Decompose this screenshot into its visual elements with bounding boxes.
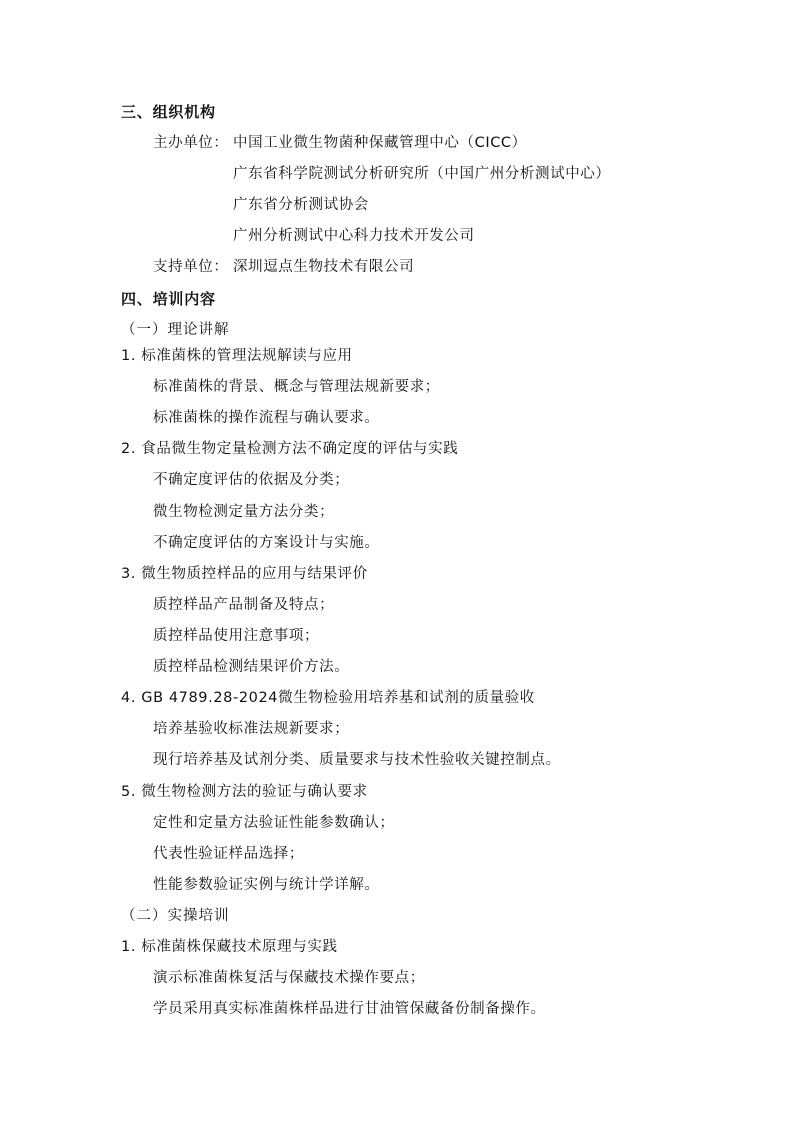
item-point: 质控样品产品制备及特点； bbox=[153, 597, 335, 613]
host-unit: 中国工业微生物菌种保藏管理中心（CICC） bbox=[233, 135, 527, 151]
item-point: 现行培养基及试剂分类、质量要求与技术性验收关键控制点。 bbox=[153, 752, 561, 768]
item-title: 1. 标准菌株保藏技术原理与实践 bbox=[121, 939, 338, 955]
item-point: 标准菌株的背景、概念与管理法规新要求； bbox=[153, 379, 440, 395]
item-point: 不确定度评估的方案设计与实施。 bbox=[153, 535, 380, 551]
item-point: 质控样品检测结果评价方法。 bbox=[153, 659, 350, 675]
section-4-heading: 四、培训内容 bbox=[121, 290, 216, 308]
host-unit: 广东省科学院测试分析研究所（中国广州分析测试中心） bbox=[233, 166, 611, 182]
item-point: 学员采用真实标准菌株样品进行甘油管保藏备份制备操作。 bbox=[153, 1001, 546, 1017]
item-title: 3. 微生物质控样品的应用与结果评价 bbox=[121, 566, 368, 582]
item-point: 代表性验证样品选择； bbox=[153, 846, 304, 862]
item-point: 培养基验收标准法规新要求； bbox=[153, 721, 350, 737]
host-unit: 广东省分析测试协会 bbox=[233, 197, 369, 213]
item-point: 定性和定量方法验证性能参数确认； bbox=[153, 815, 395, 831]
support-unit: 深圳逗点生物技术有限公司 bbox=[233, 259, 415, 275]
item-point: 演示标准菌株复活与保藏技术操作要点； bbox=[153, 970, 425, 986]
part-1-title: （一）理论讲解 bbox=[121, 322, 230, 338]
item-point: 不确定度评估的依据及分类； bbox=[153, 472, 350, 488]
item-title: 4. GB 4789.28-2024微生物检验用培养基和试剂的质量验收 bbox=[121, 690, 535, 706]
part-2-title: （二）实操培训 bbox=[121, 908, 230, 924]
section-3-heading: 三、组织机构 bbox=[121, 103, 216, 121]
support-label: 支持单位： bbox=[153, 259, 229, 275]
item-title: 1. 标准菌株的管理法规解读与应用 bbox=[121, 348, 353, 364]
host-unit: 广州分析测试中心科力技术开发公司 bbox=[233, 228, 475, 244]
item-point: 微生物检测定量方法分类； bbox=[153, 504, 335, 520]
item-point: 质控样品使用注意事项； bbox=[153, 628, 320, 644]
item-title: 2. 食品微生物定量检测方法不确定度的评估与实践 bbox=[121, 441, 459, 457]
item-point: 标准菌株的操作流程与确认要求。 bbox=[153, 410, 380, 426]
item-point: 性能参数验证实例与统计学详解。 bbox=[153, 877, 380, 893]
item-title: 5. 微生物检测方法的验证与确认要求 bbox=[121, 784, 368, 800]
host-label: 主办单位： bbox=[153, 135, 229, 151]
